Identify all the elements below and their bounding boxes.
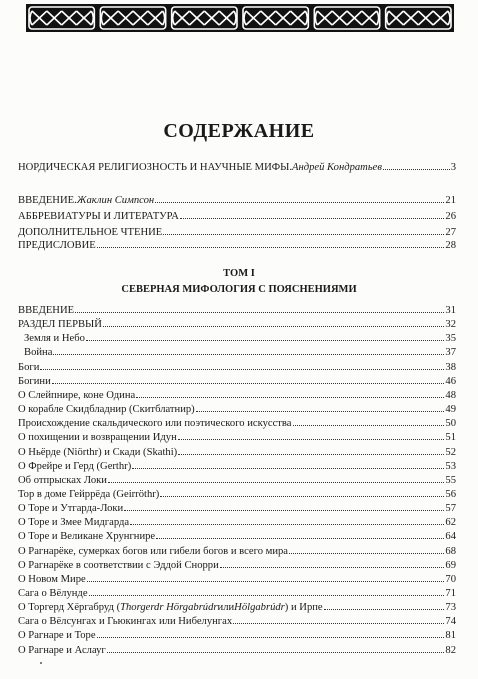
toc-entry: [18, 543, 456, 558]
leader-dots: [97, 627, 445, 638]
toc-entry-text: ВВЕДЕНИЕ: [18, 305, 75, 316]
toc-entry-text: Земля и Небо: [24, 333, 85, 345]
toc-entry-text: Тор в доме Гейррёда (Geirröthr): [18, 488, 160, 500]
leader-dots: [87, 571, 445, 582]
leader-dots: [196, 401, 445, 412]
leader-dots: [155, 192, 444, 203]
toc-entry-text: О Торе и Змее Мидгарда: [18, 517, 130, 529]
toc-entry: [18, 599, 456, 614]
toc-page-number: 51: [445, 432, 456, 444]
toc-entry: [18, 571, 456, 586]
toc-entry-text: О Торе и Великане Хрунгнире: [18, 531, 156, 543]
leader-dots: [103, 316, 444, 327]
toc-entry: [18, 500, 456, 515]
volume-heading: СЕВЕРНАЯ МИФОЛОГИЯ С ПОЯСНЕНИЯМИ: [121, 284, 357, 295]
toc-entry: [18, 359, 456, 374]
leader-dots: [107, 642, 445, 653]
toc-entry-text: РАЗДЕЛ ПЕРВЫЙ: [18, 319, 102, 331]
toc-entry-preface: [18, 237, 456, 252]
toc-page-number: 56: [445, 488, 456, 500]
toc-page-number: 70: [445, 573, 456, 585]
toc-entry-text: Сага о Вёлсунгах и Гьюкингах или Нибелунгах: [18, 616, 233, 628]
leader-dots: [86, 330, 445, 341]
toc-entry: [18, 528, 456, 543]
toc-page-number: 38: [445, 361, 456, 373]
toc-entry-italic: Thorgerdr Hörgabrúdr: [120, 602, 218, 614]
toc-entry: [18, 373, 456, 388]
toc-entry-text: О Ньёрде (Niörthr) и Скади (Skathi): [18, 446, 178, 458]
leader-dots: [132, 458, 444, 469]
toc-entry: [18, 627, 456, 642]
leader-dots: [75, 302, 444, 313]
toc-entry-text: НОРДИЧЕСКАЯ РЕЛИГИОЗНОСТЬ И НАУЧНЫЕ МИФЫ.: [18, 162, 293, 173]
toc-entry-author: Андрей Кондратьев: [292, 162, 382, 173]
toc-page-number: 71: [445, 588, 456, 599]
toc-entry: [18, 387, 456, 402]
leader-dots: [163, 224, 444, 235]
toc-entry-text: О Фрейре и Герд (Gerthr): [18, 460, 132, 472]
toc-page-number: 21: [445, 195, 456, 206]
toc-page-number: 37: [445, 347, 456, 359]
toc-entry-text: или: [217, 602, 235, 614]
toc-entry-text: ВВЕДЕНИЕ.: [18, 195, 77, 206]
toc-entry-text: О похищении и возвращении Идун: [18, 432, 177, 444]
toc-entry-author: Жаклин Симпсон: [76, 195, 155, 206]
toc-page-number: 49: [445, 404, 456, 416]
toc-page-number: 31: [445, 305, 456, 316]
toc-page-number: 57: [445, 503, 456, 515]
leader-dots: [130, 514, 444, 525]
leader-dots: [52, 373, 445, 384]
toc-entry: [18, 613, 456, 628]
toc-page-number: 73: [445, 602, 456, 614]
toc-entry-nordic: [18, 159, 456, 174]
toc-page-number: 68: [445, 545, 456, 557]
toc-entry-text: Сага о Вёлунде: [18, 588, 88, 599]
toc-entry-text: Боги: [18, 361, 40, 373]
toc-entry: [18, 401, 456, 416]
toc-entry: [18, 557, 456, 572]
leader-dots: [383, 159, 450, 170]
toc-entry-text: О Рагнаре и Торе: [18, 630, 96, 642]
toc-page-number: 53: [445, 460, 456, 472]
toc-entry: [18, 514, 456, 529]
leader-dots: [160, 486, 444, 497]
toc-entry-text: О Рагнарёке в соответствии с Эддой Снорри: [18, 559, 219, 571]
toc-entry: [18, 302, 456, 317]
leader-dots: [156, 528, 444, 539]
leader-dots: [178, 444, 444, 455]
toc-page-number: 81: [445, 630, 456, 642]
toc-entry: [18, 585, 456, 600]
toc-entry-text: Война: [24, 347, 53, 359]
leader-dots: [178, 429, 445, 440]
toc-page-number: 74: [445, 616, 456, 628]
toc-page-number: 48: [445, 389, 456, 401]
toc-entry-text: О Торгерд Хёргабруд (: [18, 602, 121, 614]
toc-entry: [24, 330, 456, 345]
toc-entry-introduction: [18, 192, 456, 207]
toc-entry-text: ДОПОЛНИТЕЛЬНОЕ ЧТЕНИЕ: [18, 227, 163, 238]
leader-dots: [136, 387, 444, 398]
toc-entry-italic: Hölgabrúdr: [234, 602, 285, 614]
toc-entry-text: О Торе и Утгарда-Локи: [18, 503, 124, 515]
leader-dots: [108, 472, 444, 483]
page-title: СОДЕРЖАНИЕ: [163, 120, 315, 142]
toc-entry: [18, 472, 456, 487]
leader-dots: [97, 237, 445, 248]
leader-dots: [220, 557, 445, 568]
toc-page-number: 46: [445, 375, 456, 387]
toc-entry-text: АББРЕВИАТУРЫ И ЛИТЕРАТУРА: [18, 211, 179, 222]
toc-entry: [24, 344, 456, 359]
toc-page-number: 32: [445, 319, 456, 331]
toc-page-number: 50: [445, 418, 456, 430]
leader-dots: [180, 208, 445, 219]
toc-entry: [18, 444, 456, 459]
leader-dots: [40, 359, 444, 370]
stray-mark: [40, 662, 42, 664]
toc-entry: [18, 316, 456, 331]
toc-page-number: 64: [445, 531, 456, 543]
toc-page-number: 52: [445, 446, 456, 458]
leader-dots: [289, 543, 444, 554]
leader-dots: [293, 415, 445, 426]
toc-entry: [18, 415, 456, 430]
toc-page-number: 27: [445, 227, 456, 238]
toc-entry-text: О Слейпнире, коне Одина: [18, 389, 136, 401]
toc-page-number: 82: [445, 644, 456, 656]
toc-entry-text: О Рагнаре и Аслауг: [18, 644, 106, 656]
toc-page-number: 26: [445, 211, 456, 222]
toc-entry-text: О корабле Скидбладнир (Скитблатнир): [18, 404, 195, 416]
toc-entry-text: О Новом Мире: [18, 573, 86, 585]
toc-entry-text: ) и Ирпе: [284, 602, 323, 614]
leader-dots: [233, 613, 444, 624]
toc-entry: [18, 458, 456, 473]
toc-entry: [18, 429, 456, 444]
toc-entry-text: Об отпрысках Локи: [18, 474, 107, 486]
toc-entry: [18, 642, 456, 657]
volume-label: ТОМ I: [223, 268, 255, 279]
toc-entry-text: ПРЕДИСЛОВИЕ: [18, 240, 96, 251]
toc-entry-text: Богини: [18, 375, 51, 387]
toc-entry: [18, 486, 456, 501]
toc-entry-abbreviations: [18, 208, 456, 223]
toc-page-number: 55: [445, 474, 456, 486]
toc-entry-text: Происхождение скальдического или поэтического искусства: [18, 418, 292, 430]
toc-page-number: 35: [445, 333, 456, 345]
toc-page-number: 3: [450, 162, 456, 173]
leader-dots: [53, 344, 444, 355]
leader-dots: [324, 599, 445, 610]
toc-entry-text: О Рагнарёке, сумерках богов или гибели богов и всего мира: [18, 545, 289, 557]
celtic-knot-border: [26, 4, 454, 32]
leader-dots: [89, 585, 445, 596]
toc-page-number: 69: [445, 559, 456, 571]
toc-page-number: 62: [445, 517, 456, 529]
leader-dots: [124, 500, 444, 511]
toc-page-number: 28: [445, 240, 456, 251]
